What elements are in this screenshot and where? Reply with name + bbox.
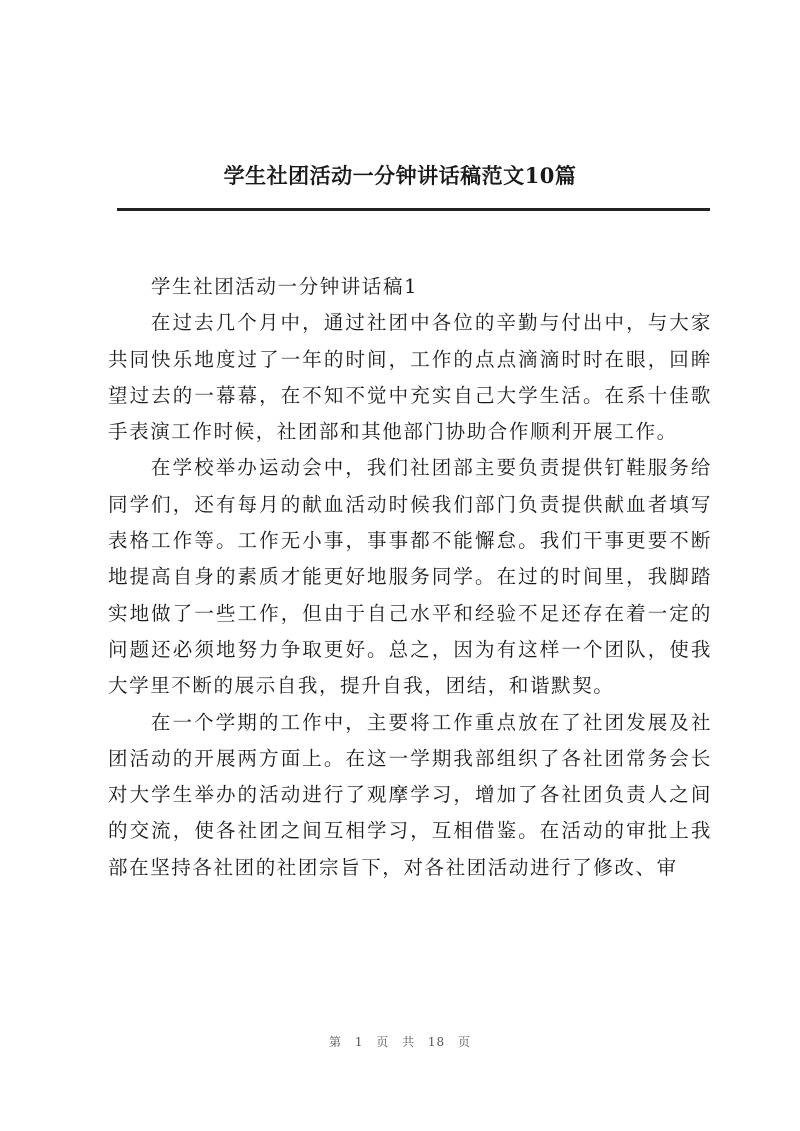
paragraph-3: 在一个学期的工作中，主要将工作重点放在了社团发展及社团活动的开展两方面上。在这一学期我部组织了各社团常务会长对大学生举办的活动进行了观摩学习，增加了各社团负责人之间的交流，使各社团之间互相学习，互相借鉴。在活动的审批上我部在坚持各社团的社团宗旨下，对各社团活动进行了修改、审	[108, 710, 712, 879]
paragraph-1: 在过去几个月中，通过社团中各位的辛勤与付出中，与大家共同快乐地度过了一年的时间，工作的点点滴滴时时在眼，回眸望过去的一幕幕，在不知不觉中充实自己大学生活。在系十佳歌手表演工作时候，社团部和其他部门协助合作顺利开展工作。	[108, 311, 712, 444]
page-number-footer: 第 1 页 共 18 页	[329, 1035, 471, 1049]
section-heading: 学生社团活动一分钟讲话稿1	[150, 275, 419, 298]
title-divider	[117, 208, 710, 211]
page-title: 学生社团活动一分钟讲话稿范文10篇	[223, 163, 577, 188]
document-body	[108, 269, 712, 886]
paragraph-2: 在学校举办运动会中，我们社团部主要负责提供钉鞋服务给同学们，还有每月的献血活动时候我们部门负责提供献血者填写表格工作等。工作无小事，事事都不能懈怠。我们干事更要不断地提高自身的素质才能更好地服务同学。在过的时间里，我脚踏实地做了一些工作，但由于自己水平和经验不足还存在着一定的问题还必须地努力争取更好。总之，因为有这样一个团队，使我大学里不断的展示自我，提升自我，团结，和谐默契。	[108, 456, 712, 698]
